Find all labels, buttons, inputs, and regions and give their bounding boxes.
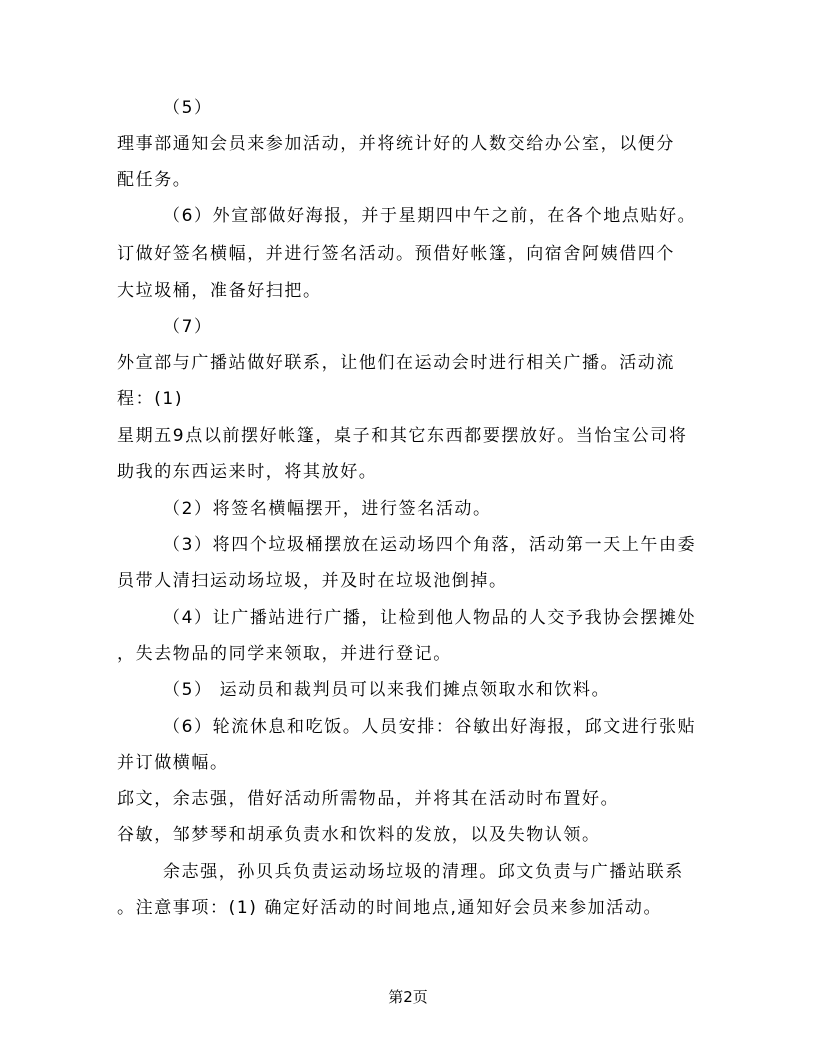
page-number: 第2页 (388, 988, 428, 1006)
paragraph-line: （6）轮流休息和吃饭。人员安排：谷敏出好海报，邱文进行张贴 (163, 717, 697, 737)
paragraph-line: 谷敏，邹梦琴和胡承负责水和饮料的发放，以及失物认领。 (117, 825, 601, 845)
paragraph-line: （5） (163, 98, 213, 118)
paragraph-line: 。注意事项：(1) 确定好活动的时间地点,通知好会员来参加活动。 (117, 898, 663, 918)
paragraph-line: 程：(1) (117, 389, 184, 409)
paragraph-line: （6）外宣部做好海报，并于星期四中午之前，在各个地点贴好。 (163, 206, 697, 226)
paragraph-line: 理事部通知会员来参加活动，并将统计好的人数交给办公室，以便分 (117, 134, 675, 154)
paragraph-line: 订做好签名横幅，并进行签名活动。预借好帐篷，向宿舍阿姨借四个 (117, 244, 675, 264)
paragraph-line: 余志强，孙贝兵负责运动场垃圾的清理。邱文负责与广播站联系 (163, 862, 684, 882)
paragraph-line: 助我的东西运来时，将其放好。 (117, 462, 378, 482)
paragraph-line: 邱文，余志强，借好活动所需物品，并将其在活动时布置好。 (117, 789, 620, 809)
paragraph-line: 外宣部与广播站做好联系，让他们在运动会时进行相关广播。活动流 (117, 353, 675, 373)
paragraph-line: （2）将签名横幅摆开，进行签名活动。 (163, 499, 492, 519)
paragraph-line: （5） 运动员和裁判员可以来我们摊点领取水和饮料。 (163, 680, 611, 700)
paragraph-line: 星期五9点以前摆好帐篷，桌子和其它东西都要摆放好。当怡宝公司将 (117, 426, 688, 446)
paragraph-line: 大垃圾桶，准备好扫把。 (117, 281, 322, 301)
paragraph-line: 员带人清扫运动场垃圾，并及时在垃圾池倒掉。 (117, 571, 508, 591)
paragraph-line: （7） (163, 317, 213, 337)
paragraph-line: （3）将四个垃圾桶摆放在运动场四个角落，活动第一天上午由委 (163, 535, 697, 555)
paragraph-line: 配任务。 (117, 170, 192, 190)
paragraph-line: 并订做横幅。 (117, 753, 229, 773)
paragraph-line: ，失去物品的同学来领取，并进行登记。 (117, 644, 452, 664)
paragraph-line: （4）让广播站进行广播，让检到他人物品的人交予我协会摆摊处 (163, 608, 697, 628)
